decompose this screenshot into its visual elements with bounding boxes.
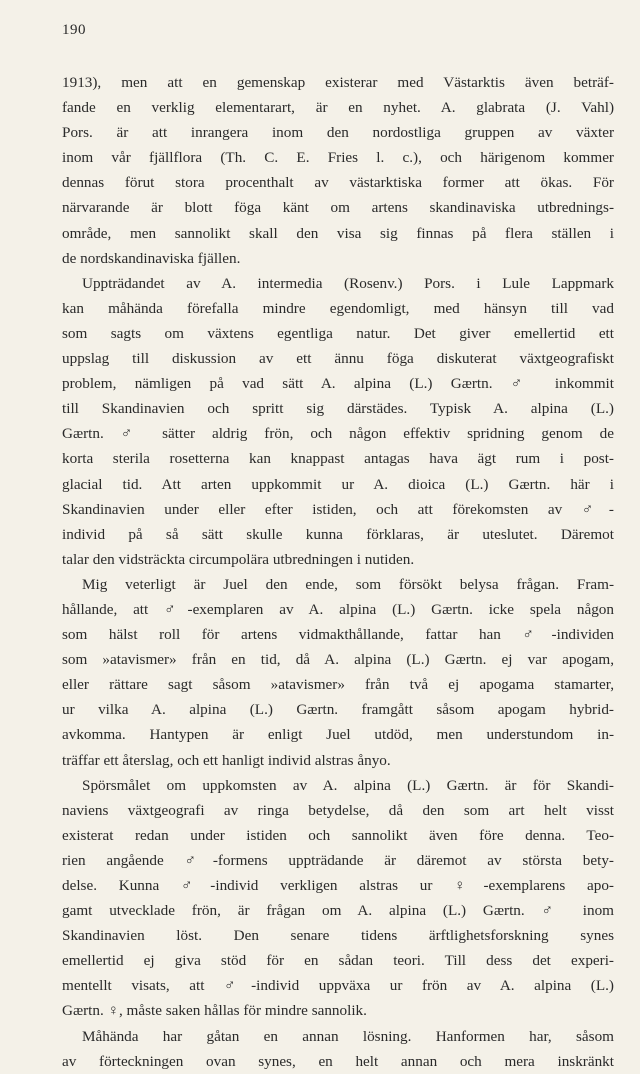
text-line: av förteckningen ovan synes, en helt annan och mera inskränkt xyxy=(62,1052,614,1070)
text-line: emellertid ej giva stöd för en sådan teori. Till dess det experi- xyxy=(62,952,614,970)
text-line: delse. Kunna ♂-individ verkligen alstras ur ♀-exemplarens apo- xyxy=(62,877,614,894)
text-line: Uppträdandet av A. intermedia (Rosenv.) Pors. i Lule Lappmark xyxy=(82,274,614,292)
text-line: Måhända har gåtan en annan lösning. Hanformen har, såsom xyxy=(82,1027,614,1045)
text-line: område, men sannolikt skall den visa sig finnas på flera ställen i xyxy=(62,224,614,242)
text-line: fande en verklig elementarart, är en nyhet. A. glabrata (J. Vahl) xyxy=(62,99,614,117)
text-line: ur vilka A. alpina (L.) Gærtn. framgått såsom apogam hybrid- xyxy=(62,701,614,719)
text-line: avkomma. Hantypen är enligt Juel utdöd, men understundom in- xyxy=(62,726,614,744)
text-line: dennas förut stora procenthalt av västarktiska former att ökas. För xyxy=(62,174,614,192)
text-line: existerat redan under istiden och sannolikt även före denna. Teo- xyxy=(62,826,614,844)
text-line: som sagts om växtens egentliga natur. Det giver emellertid ett xyxy=(62,324,614,342)
text-line: individ på så sätt skulle kunna förklaras, är uteslutet. Däremot xyxy=(62,525,614,543)
text-line: korta sterila rosetterna kan knappast antagas hava ägt rum i post- xyxy=(62,450,614,468)
text-line: Pors. är att inrangera inom den nordostliga gruppen av växter xyxy=(62,124,614,142)
text-line: till Skandinavien och spritt sig därstädes. Typisk A. alpina (L.) xyxy=(62,400,614,418)
text-line: kan måhända förefalla mindre egendomligt, med hänsyn till vad xyxy=(62,299,614,317)
text-line: Mig veterligt är Juel den ende, som försökt belysa frågan. Fram- xyxy=(82,575,614,593)
text-line: glacial tid. Att arten uppkommit ur A. dioica (L.) Gærtn. här i xyxy=(62,475,614,493)
text-line: Skandinavien under eller efter istiden, och att förekomsten av ♂- xyxy=(62,500,614,518)
text-line: träffar ett återslag, och ett hanligt individ alstras ånyo. xyxy=(62,751,391,769)
text-line: de nordskandinaviska fjällen. xyxy=(62,249,241,267)
text-line: som hälst roll för artens vidmakthållande, fattar han ♂-individen xyxy=(62,626,614,644)
text-line: 1913), men att en gemenskap existerar med Västarktis även beträf- xyxy=(62,74,614,91)
text-line: hållande, att ♂-exemplaren av A. alpina (L.) Gærtn. icke spela någon xyxy=(62,600,614,618)
text-line: mentellt visats, att ♂-individ uppväxa ur frön av A. alpina (L.) xyxy=(62,977,614,995)
text-line: Gærtn. ♂ sätter aldrig frön, och någon effektiv spridning genom de xyxy=(62,425,614,443)
text-line: problem, nämligen på vad sätt A. alpina (L.) Gærtn. ♂ inkommit xyxy=(62,375,614,393)
text-line: Gærtn. ♀, måste saken hållas för mindre sannolik. xyxy=(62,1002,367,1020)
text-line: uppslag till diskussion av ett ännu föga diskuterat växtgeografiskt xyxy=(62,350,614,368)
text-line: talar den vidsträckta circumpolära utbredningen i nutiden. xyxy=(62,550,415,568)
text-line: naviens växtgeografi av ringa betydelse, då den som art helt visst xyxy=(62,801,614,819)
text-line: inom vår fjällflora (Th. C. E. Fries l. c.), och härigenom kommer xyxy=(62,149,614,167)
page-number: 190 xyxy=(62,22,86,38)
text-line: närvarande är blott föga känt om artens skandinaviska utbrednings- xyxy=(62,199,614,217)
text-line: som »atavismer» från en tid, då A. alpina (L.) Gærtn. ej var apogam, xyxy=(62,651,614,669)
body-text xyxy=(62,70,614,1074)
text-line: Skandinavien löst. Den senare tidens ärftlighetsforskning synes xyxy=(62,927,614,945)
text-line: Spörsmålet om uppkomsten av A. alpina (L.) Gærtn. är för Skandi- xyxy=(82,776,614,794)
text-line: eller rättare sagt såsom »atavismer» från två ej apogama stamarter, xyxy=(62,676,614,694)
text-line: rien angående ♂-formens uppträdande är däremot av största bety- xyxy=(62,851,614,869)
text-line: gamt utvecklade frön, är frågan om A. alpina (L.) Gærtn. ♂ inom xyxy=(62,902,614,920)
